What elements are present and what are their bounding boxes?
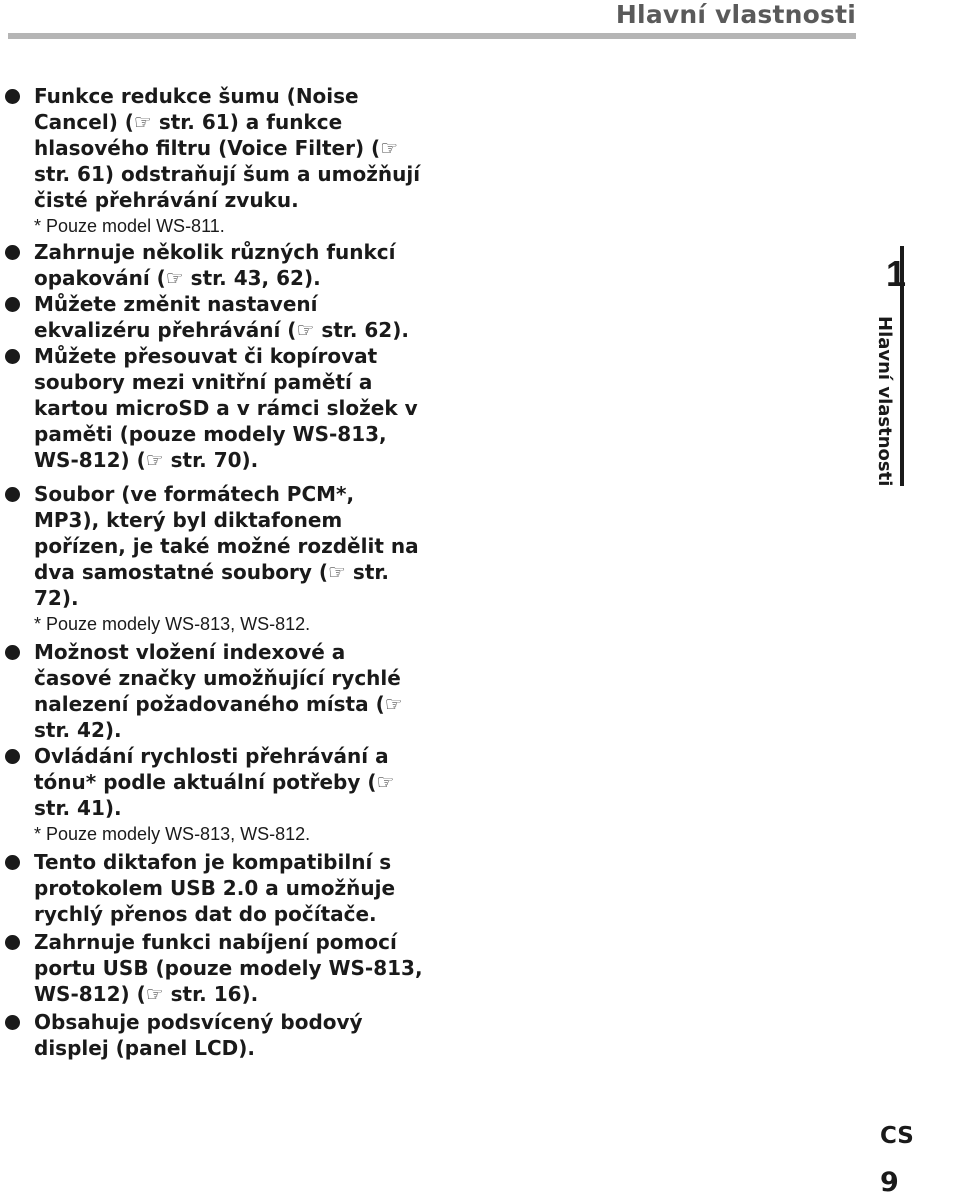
feature-text: Obsahuje podsvícený bodový displej (panel LCD). [34,1010,363,1060]
language-code: CS [880,1123,914,1149]
bullet-icon [5,245,20,260]
feature-item [34,84,424,214]
bullet-icon [5,487,20,502]
feature-text: Zahrnuje několik různých funkcí opakování (☞ str. 43, 62). [34,240,396,290]
feature-text: Můžete změnit nastavení ekvalizéru přehrávání (☞ str. 62). [34,292,409,342]
feature-item [34,640,424,744]
feature-item [34,930,424,1008]
feature-item [34,744,424,822]
feature-text: Možnost vložení indexové a časové značky umožňující rychlé nalezení požadovaného místa (☞ str. 42). [34,640,403,742]
feature-text: Funkce redukce šumu (Noise Cancel) (☞ str. 61) a funkce hlasového filtru (Voice Filter) (☞ str. 61) odstraňují šum a umožňují čisté přehrávání zvuku. [34,84,421,212]
feature-note: * Pouze model WS-811. [34,216,225,236]
bullet-icon [5,749,20,764]
feature-text: Tento diktafon je kompatibilní s protokolem USB 2.0 a umožňuje rychlý přenos dat do počítače. [34,850,396,926]
chapter-number: 1 [885,253,907,294]
page-number: 9 [880,1167,899,1198]
feature-text: Ovládání rychlosti přehrávání a tónu* podle aktuální potřeby (☞ str. 41). [34,744,395,820]
feature-note: * Pouze modely WS-813, WS-812. [34,824,311,844]
chapter-label: Hlavní vlastnosti [874,316,895,487]
bullet-icon [5,89,20,104]
feature-item [34,344,424,474]
feature-text: Soubor (ve formátech PCM*, MP3), který byl diktafonem pořízen, je také možné rozdělit na dva samostatné soubory (☞ str. 72). [34,482,419,610]
feature-note: * Pouze modely WS-813, WS-812. [34,614,311,634]
feature-text: Můžete přesouvat či kopírovat soubory mezi vnitřní pamětí a kartou microSD a v rámci složek v paměti (pouze modely WS-813, WS-812) (☞ str. 70). [34,344,418,472]
feature-item [34,482,424,612]
feature-item [34,1010,424,1062]
feature-item [34,292,424,344]
bullet-icon [5,1015,20,1030]
bullet-icon [5,935,20,950]
bullet-icon [5,645,20,660]
header-rule [8,33,856,39]
feature-item [34,850,424,928]
bullet-icon [5,297,20,312]
feature-item [34,240,424,292]
page-header-title: Hlavní vlastnosti [615,0,856,29]
feature-text: Zahrnuje funkci nabíjení pomocí portu USB (pouze modely WS-813, WS-812) (☞ str. 16). [34,930,423,1006]
bullet-icon [5,855,20,870]
bullet-icon [5,349,20,364]
